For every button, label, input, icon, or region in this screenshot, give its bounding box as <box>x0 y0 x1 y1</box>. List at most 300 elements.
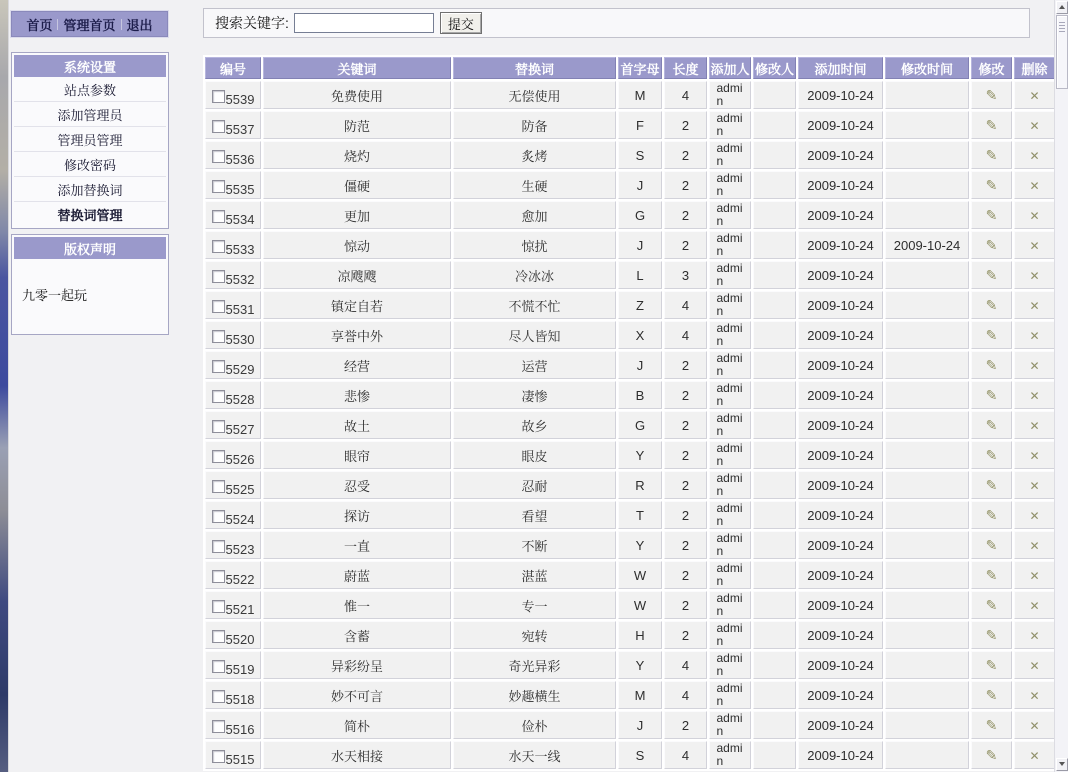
table-row <box>205 321 1055 349</box>
row-checkbox[interactable] <box>212 330 225 343</box>
delete-cell <box>1014 231 1055 259</box>
edit-cell <box>971 231 1012 259</box>
table-header-row <box>205 57 1055 79</box>
edit-cell <box>971 651 1012 679</box>
arrow-down-icon <box>1059 762 1065 766</box>
vertical-scrollbar[interactable] <box>1054 0 1068 772</box>
replacement-cell: 宛转 <box>453 621 616 649</box>
keyword-cell: 故土 <box>263 411 451 439</box>
edit-icon[interactable]: ✎ <box>985 686 998 703</box>
search-input[interactable] <box>294 13 434 33</box>
added-at-cell: 2009-10-24 <box>798 531 883 559</box>
added-at-cell: 2009-10-24 <box>798 621 883 649</box>
row-id: 5516 <box>225 722 255 738</box>
edit-icon[interactable]: ✎ <box>985 296 998 313</box>
length-cell: 2 <box>664 231 707 259</box>
modified-at-cell <box>885 561 969 589</box>
added-at-cell: 2009-10-24 <box>798 201 883 229</box>
modified-by-cell <box>753 591 796 619</box>
modified-at-cell <box>885 411 969 439</box>
modified-at-cell <box>885 681 969 709</box>
length-cell: 2 <box>664 471 707 499</box>
added-by-cell <box>709 351 751 379</box>
added-by-cell <box>709 111 751 139</box>
added-by-cell <box>709 711 751 739</box>
replacement-cell: 奇光异彩 <box>453 651 616 679</box>
edit-cell <box>971 531 1012 559</box>
row-id-cell <box>205 321 261 349</box>
initial-cell: X <box>618 321 662 349</box>
added-by-cell <box>709 291 751 319</box>
table-body <box>205 81 1055 769</box>
replacement-cell: 俭朴 <box>453 711 616 739</box>
delete-icon[interactable]: ✕ <box>1029 118 1040 133</box>
row-checkbox[interactable] <box>212 750 225 763</box>
delete-icon[interactable]: ✕ <box>1029 358 1040 373</box>
added-at-cell: 2009-10-24 <box>798 411 883 439</box>
row-id-cell <box>205 681 261 709</box>
keyword-cell: 享誉中外 <box>263 321 451 349</box>
edit-cell <box>971 111 1012 139</box>
row-id-cell <box>205 201 261 229</box>
modified-by-cell <box>753 711 796 739</box>
modified-at-cell <box>885 741 969 769</box>
modified-at-cell <box>885 291 969 319</box>
edit-icon[interactable]: ✎ <box>985 566 998 583</box>
row-id: 5539 <box>225 92 255 108</box>
initial-cell: G <box>618 201 662 229</box>
row-checkbox[interactable] <box>212 360 225 373</box>
delete-icon[interactable]: ✕ <box>1029 538 1040 553</box>
length-cell: 2 <box>664 141 707 169</box>
row-checkbox[interactable] <box>212 450 225 463</box>
modified-at-cell <box>885 171 969 199</box>
delete-cell <box>1014 81 1055 109</box>
initial-cell: G <box>618 411 662 439</box>
initial-cell: W <box>618 591 662 619</box>
edit-icon[interactable]: ✎ <box>985 416 998 433</box>
keyword-cell: 镇定自若 <box>263 291 451 319</box>
column-header-6: 修改人 <box>753 57 796 79</box>
added-by-text: admin <box>716 411 743 438</box>
delete-icon[interactable]: ✕ <box>1029 568 1040 583</box>
initial-cell: B <box>618 381 662 409</box>
row-id: 5529 <box>225 362 255 378</box>
row-checkbox[interactable] <box>212 270 225 283</box>
length-cell: 2 <box>664 621 707 649</box>
table-row <box>205 261 1055 289</box>
edit-icon[interactable]: ✎ <box>985 386 998 403</box>
delete-cell <box>1014 381 1055 409</box>
delete-icon[interactable]: ✕ <box>1029 238 1040 253</box>
keyword-cell: 烧灼 <box>263 141 451 169</box>
length-cell: 2 <box>664 591 707 619</box>
modified-at-cell <box>885 651 969 679</box>
modified-at-cell <box>885 591 969 619</box>
row-checkbox[interactable] <box>212 420 225 433</box>
edit-icon[interactable]: ✎ <box>985 176 998 193</box>
edit-icon[interactable]: ✎ <box>985 206 998 223</box>
edit-cell <box>971 291 1012 319</box>
added-by-text: admin <box>716 321 743 348</box>
row-id-cell <box>205 111 261 139</box>
added-at-cell: 2009-10-24 <box>798 651 883 679</box>
row-checkbox[interactable] <box>212 660 225 673</box>
submit-button[interactable]: 提交 <box>440 12 482 34</box>
delete-cell <box>1014 321 1055 349</box>
replacement-cell: 妙趣横生 <box>453 681 616 709</box>
row-id: 5535 <box>225 182 255 198</box>
added-by-cell <box>709 381 751 409</box>
delete-icon[interactable]: ✕ <box>1029 298 1040 313</box>
delete-cell <box>1014 141 1055 169</box>
modified-by-cell <box>753 171 796 199</box>
delete-icon[interactable]: ✕ <box>1029 718 1040 733</box>
added-at-cell: 2009-10-24 <box>798 171 883 199</box>
added-by-text: admin <box>716 471 743 498</box>
nav-item-0[interactable]: 首页 <box>26 17 53 33</box>
delete-icon[interactable]: ✕ <box>1029 178 1040 193</box>
row-checkbox[interactable] <box>212 150 225 163</box>
arrow-up-icon <box>1059 5 1065 9</box>
modified-at-cell <box>885 381 969 409</box>
keyword-cell: 僵硬 <box>263 171 451 199</box>
keyword-cell: 含蓄 <box>263 621 451 649</box>
row-id-cell <box>205 411 261 439</box>
replacement-cell: 水天一线 <box>453 741 616 769</box>
delete-icon[interactable]: ✕ <box>1029 658 1040 673</box>
row-id: 5515 <box>225 752 255 768</box>
added-by-text: admin <box>716 711 743 738</box>
edit-icon[interactable]: ✎ <box>985 356 998 373</box>
modified-at-cell <box>885 351 969 379</box>
added-at-cell: 2009-10-24 <box>798 321 883 349</box>
table-row <box>205 141 1055 169</box>
edit-cell <box>971 561 1012 589</box>
added-by-cell <box>709 231 751 259</box>
added-by-text: admin <box>716 291 743 318</box>
keyword-cell: 更加 <box>263 201 451 229</box>
added-by-cell <box>709 681 751 709</box>
delete-icon[interactable]: ✕ <box>1029 208 1040 223</box>
row-checkbox[interactable] <box>212 630 225 643</box>
delete-icon[interactable]: ✕ <box>1029 268 1040 283</box>
initial-cell: H <box>618 621 662 649</box>
keyword-cell: 一直 <box>263 531 451 559</box>
modified-at-cell <box>885 621 969 649</box>
delete-cell <box>1014 291 1055 319</box>
table-row <box>205 531 1055 559</box>
row-checkbox[interactable] <box>212 180 225 193</box>
table-row <box>205 441 1055 469</box>
delete-icon[interactable]: ✕ <box>1029 88 1040 103</box>
length-cell: 4 <box>664 321 707 349</box>
table-row <box>205 621 1055 649</box>
sidebar-item-2[interactable]: 管理员管理 <box>14 127 166 152</box>
column-header-0: 编号 <box>205 57 261 79</box>
added-by-text: admin <box>716 231 743 258</box>
edit-cell <box>971 621 1012 649</box>
column-header-9: 修改 <box>971 57 1012 79</box>
edit-icon[interactable]: ✎ <box>985 326 998 343</box>
length-cell: 2 <box>664 561 707 589</box>
modified-by-cell <box>753 81 796 109</box>
replacement-cell: 不慌不忙 <box>453 291 616 319</box>
edit-cell <box>971 741 1012 769</box>
added-by-text: admin <box>716 741 743 768</box>
delete-icon[interactable]: ✕ <box>1029 148 1040 163</box>
edit-icon[interactable]: ✎ <box>985 236 998 253</box>
edit-icon[interactable]: ✎ <box>985 116 998 133</box>
initial-cell: F <box>618 111 662 139</box>
row-id: 5530 <box>225 332 255 348</box>
row-id-cell <box>205 261 261 289</box>
row-checkbox[interactable] <box>212 390 225 403</box>
modified-by-cell <box>753 531 796 559</box>
delete-cell <box>1014 561 1055 589</box>
modified-at-cell <box>885 531 969 559</box>
table-row <box>205 591 1055 619</box>
column-header-2: 替换词 <box>453 57 616 79</box>
edit-icon[interactable]: ✎ <box>985 146 998 163</box>
initial-cell: Y <box>618 531 662 559</box>
row-checkbox[interactable] <box>212 690 225 703</box>
edit-icon[interactable]: ✎ <box>985 266 998 283</box>
edit-icon[interactable]: ✎ <box>985 476 998 493</box>
keyword-cell: 蔚蓝 <box>263 561 451 589</box>
initial-cell: L <box>618 261 662 289</box>
added-by-cell <box>709 561 751 589</box>
delete-cell <box>1014 741 1055 769</box>
row-checkbox[interactable] <box>212 720 225 733</box>
copyright-header: 版权声明 <box>14 237 166 259</box>
added-by-text: admin <box>716 531 743 558</box>
row-id-cell <box>205 621 261 649</box>
row-checkbox[interactable] <box>212 600 225 613</box>
keyword-cell: 免费使用 <box>263 81 451 109</box>
edit-cell <box>971 501 1012 529</box>
modified-by-cell <box>753 291 796 319</box>
initial-cell: Y <box>618 651 662 679</box>
keyword-cell: 惟一 <box>263 591 451 619</box>
row-id-cell <box>205 501 261 529</box>
replacement-cell: 专一 <box>453 591 616 619</box>
row-checkbox[interactable] <box>212 120 225 133</box>
added-by-text: admin <box>716 351 743 378</box>
initial-cell: Y <box>618 441 662 469</box>
delete-cell <box>1014 171 1055 199</box>
added-by-text: admin <box>716 141 743 168</box>
row-id-cell <box>205 381 261 409</box>
initial-cell: S <box>618 141 662 169</box>
added-by-text: admin <box>716 81 743 108</box>
edit-icon[interactable]: ✎ <box>985 716 998 733</box>
added-by-cell <box>709 741 751 769</box>
length-cell: 2 <box>664 201 707 229</box>
sidebar-item-3[interactable]: 修改密码 <box>14 152 166 177</box>
scrollbar-thumb[interactable] <box>1056 15 1068 89</box>
edit-cell <box>971 81 1012 109</box>
replacement-cell: 忍耐 <box>453 471 616 499</box>
table-row <box>205 171 1055 199</box>
keywords-table-wrap <box>203 55 1048 771</box>
column-header-5: 添加人 <box>709 57 751 79</box>
initial-cell: M <box>618 681 662 709</box>
replacement-cell: 凄惨 <box>453 381 616 409</box>
edit-cell <box>971 201 1012 229</box>
edit-cell <box>971 471 1012 499</box>
modified-by-cell <box>753 351 796 379</box>
delete-cell <box>1014 351 1055 379</box>
initial-cell: W <box>618 561 662 589</box>
modified-by-cell <box>753 561 796 589</box>
row-id: 5521 <box>225 602 255 618</box>
added-by-text: admin <box>716 651 743 678</box>
modified-by-cell <box>753 681 796 709</box>
length-cell: 2 <box>664 411 707 439</box>
keyword-cell: 妙不可言 <box>263 681 451 709</box>
sidebar-item-1[interactable]: 添加管理员 <box>14 102 166 127</box>
added-at-cell: 2009-10-24 <box>798 501 883 529</box>
edit-icon[interactable]: ✎ <box>985 626 998 643</box>
row-id-cell <box>205 741 261 769</box>
sidebar-item-4[interactable]: 添加替换词 <box>14 177 166 202</box>
modified-by-cell <box>753 501 796 529</box>
added-at-cell: 2009-10-24 <box>798 141 883 169</box>
delete-icon[interactable]: ✕ <box>1029 388 1040 403</box>
delete-cell <box>1014 441 1055 469</box>
delete-icon[interactable]: ✕ <box>1029 448 1040 463</box>
length-cell: 2 <box>664 351 707 379</box>
row-checkbox[interactable] <box>212 210 225 223</box>
delete-cell <box>1014 471 1055 499</box>
length-cell: 2 <box>664 531 707 559</box>
added-by-text: admin <box>716 261 743 288</box>
edit-icon[interactable]: ✎ <box>985 446 998 463</box>
added-at-cell: 2009-10-24 <box>798 471 883 499</box>
added-by-text: admin <box>716 561 743 588</box>
keyword-cell: 异彩纷呈 <box>263 651 451 679</box>
nav-item-1[interactable]: 管理首页 <box>63 17 116 33</box>
row-checkbox[interactable] <box>212 480 225 493</box>
edit-icon[interactable]: ✎ <box>985 596 998 613</box>
added-by-cell <box>709 411 751 439</box>
scroll-down-button[interactable] <box>1056 758 1068 771</box>
length-cell: 4 <box>664 81 707 109</box>
modified-at-cell <box>885 261 969 289</box>
keyword-cell: 惊动 <box>263 231 451 259</box>
edit-cell <box>971 141 1012 169</box>
replacement-cell: 湛蓝 <box>453 561 616 589</box>
length-cell: 4 <box>664 651 707 679</box>
edit-icon[interactable]: ✎ <box>985 536 998 553</box>
added-by-cell <box>709 651 751 679</box>
sidebar-item-5[interactable]: 替换词管理 <box>14 202 166 226</box>
column-header-1: 关键词 <box>263 57 451 79</box>
row-checkbox[interactable] <box>212 510 225 523</box>
column-header-10: 删除 <box>1014 57 1055 79</box>
keyword-cell: 眼帘 <box>263 441 451 469</box>
length-cell: 2 <box>664 381 707 409</box>
row-checkbox[interactable] <box>212 570 225 583</box>
delete-cell <box>1014 621 1055 649</box>
added-at-cell: 2009-10-24 <box>798 591 883 619</box>
modified-at-cell <box>885 471 969 499</box>
row-id: 5528 <box>225 392 255 408</box>
added-at-cell: 2009-10-24 <box>798 681 883 709</box>
delete-icon[interactable]: ✕ <box>1029 508 1040 523</box>
row-checkbox[interactable] <box>212 240 225 253</box>
row-id-cell <box>205 561 261 589</box>
scroll-up-button[interactable] <box>1056 1 1068 14</box>
edit-cell <box>971 681 1012 709</box>
table-row <box>205 561 1055 589</box>
modified-at-cell <box>885 201 969 229</box>
row-id: 5522 <box>225 572 255 588</box>
delete-cell <box>1014 261 1055 289</box>
edit-cell <box>971 411 1012 439</box>
delete-icon[interactable]: ✕ <box>1029 328 1040 343</box>
length-cell: 2 <box>664 711 707 739</box>
delete-icon[interactable]: ✕ <box>1029 478 1040 493</box>
delete-icon[interactable]: ✕ <box>1029 688 1040 703</box>
added-at-cell: 2009-10-24 <box>798 291 883 319</box>
delete-icon[interactable]: ✕ <box>1029 748 1040 763</box>
system-settings-box <box>11 52 169 229</box>
row-checkbox[interactable] <box>212 300 225 313</box>
sidebar-item-0[interactable]: 站点参数 <box>14 77 166 102</box>
replacement-cell: 故乡 <box>453 411 616 439</box>
copyright-box <box>11 234 169 335</box>
replacement-cell: 炙烤 <box>453 141 616 169</box>
initial-cell: Z <box>618 291 662 319</box>
nav-item-2[interactable]: 退出 <box>126 17 153 33</box>
table-row <box>205 231 1055 259</box>
edit-cell <box>971 261 1012 289</box>
delete-icon[interactable]: ✕ <box>1029 418 1040 433</box>
modified-by-cell <box>753 411 796 439</box>
replacement-cell: 生硬 <box>453 171 616 199</box>
edit-icon[interactable]: ✎ <box>985 746 998 763</box>
modified-by-cell <box>753 321 796 349</box>
edit-icon[interactable]: ✎ <box>985 506 998 523</box>
edit-icon[interactable]: ✎ <box>985 656 998 673</box>
copyright-text: 九零一起玩 <box>22 288 88 303</box>
modified-by-cell <box>753 111 796 139</box>
delete-icon[interactable]: ✕ <box>1029 598 1040 613</box>
edit-icon[interactable]: ✎ <box>985 86 998 103</box>
row-checkbox[interactable] <box>212 540 225 553</box>
row-checkbox[interactable] <box>212 90 225 103</box>
edit-cell <box>971 171 1012 199</box>
row-id: 5523 <box>225 542 255 558</box>
delete-icon[interactable]: ✕ <box>1029 628 1040 643</box>
added-by-text: admin <box>716 201 743 228</box>
table-row <box>205 651 1055 679</box>
added-at-cell: 2009-10-24 <box>798 81 883 109</box>
modified-at-cell <box>885 711 969 739</box>
added-by-cell <box>709 531 751 559</box>
modified-by-cell <box>753 261 796 289</box>
edit-cell <box>971 351 1012 379</box>
row-id-cell <box>205 171 261 199</box>
row-id: 5519 <box>225 662 255 678</box>
added-by-text: admin <box>716 501 743 528</box>
row-id-cell <box>205 291 261 319</box>
row-id: 5536 <box>225 152 255 168</box>
added-by-cell <box>709 321 751 349</box>
system-settings-items <box>14 77 166 226</box>
